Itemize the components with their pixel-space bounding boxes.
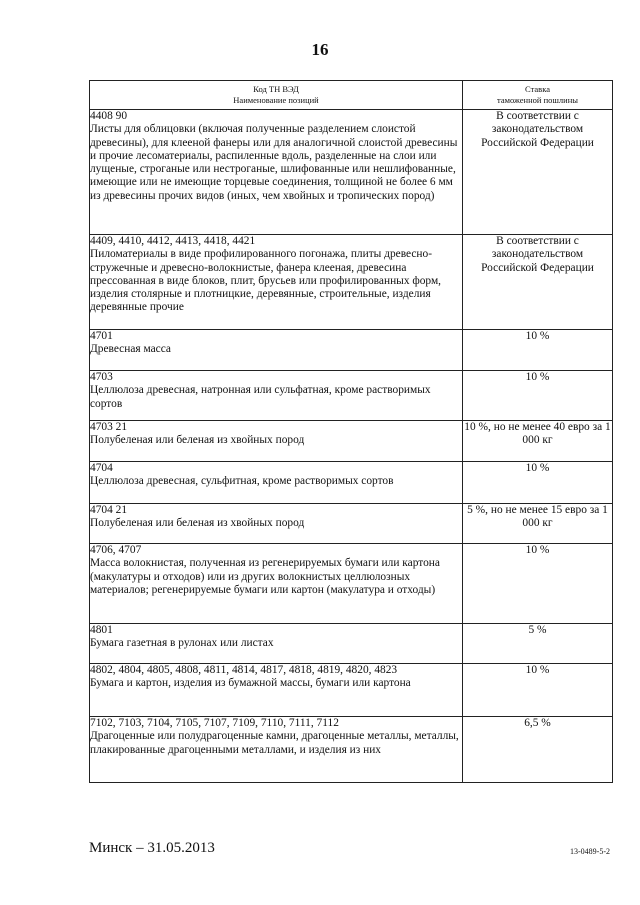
item-description: Пиломатериалы в виде профилированного погонажа, плиты древесно-стружечные и древесно-волокнистые, фанера клееная, древесина прессованная в виде блоков, плит, брусьев или профилированных форм, изделия столярные и плотницкие, деревянные, строительные, изделия деревянные прочие — [90, 248, 442, 314]
table-row — [90, 330, 613, 371]
header-rate-cell — [463, 81, 613, 110]
duty-rate: 10 %, но не менее 40 евро за 1 000 кг — [463, 421, 613, 462]
table-row — [90, 371, 613, 421]
footer-document-code: 13-0489-5-2 — [570, 847, 610, 856]
name-cell — [90, 624, 463, 664]
hs-code: 4801 — [90, 624, 113, 636]
duty-rate: 10 % — [463, 371, 613, 421]
item-description: Полубеленая или беленая из хвойных пород — [90, 434, 305, 447]
header-duty-label: таможенной пошлины — [497, 95, 578, 105]
hs-code: 4704 — [90, 462, 113, 474]
table-row — [90, 624, 613, 664]
duty-rate: 10 % — [463, 664, 613, 717]
duty-rate: 5 %, но не менее 15 евро за 1 000 кг — [463, 504, 613, 544]
table-row — [90, 504, 613, 544]
duty-rate: В соответствии с законодательством Российской Федерации — [463, 110, 613, 235]
duty-rate: 10 % — [463, 544, 613, 624]
hs-code: 4706, 4707 — [90, 544, 142, 556]
name-cell — [90, 717, 463, 783]
item-description: Полубеленая или беленая из хвойных пород — [90, 517, 305, 530]
duty-rate: 10 % — [463, 462, 613, 504]
footer-place-date: Минск – 31.05.2013 — [89, 840, 215, 856]
duty-rate: 5 % — [463, 624, 613, 664]
header-name-cell — [90, 81, 463, 110]
name-cell — [90, 330, 463, 371]
hs-code: 7102, 7103, 7104, 7105, 7107, 7109, 7110, 7111, 7112 — [90, 717, 339, 729]
header-rate-label: Ставка — [525, 84, 550, 94]
duty-rate: В соответствии с законодательством Российской Федерации — [463, 235, 613, 330]
header-code-label: Код ТН ВЭД — [253, 84, 299, 94]
item-description: Целлюлоза древесная, сульфитная, кроме растворимых сортов — [90, 475, 394, 488]
header-name-label: Наименование позиций — [233, 95, 319, 105]
hs-code: 4802, 4804, 4805, 4808, 4811, 4814, 4817, 4818, 4819, 4820, 4823 — [90, 664, 398, 676]
table-row — [90, 462, 613, 504]
name-cell — [90, 235, 463, 330]
item-description: Древесная масса — [90, 343, 171, 356]
hs-code: 4409, 4410, 4412, 4413, 4418, 4421 — [90, 235, 256, 247]
item-description: Бумага и картон, изделия из бумажной массы, бумаги или картона — [90, 677, 411, 690]
item-description: Целлюлоза древесная, натронная или сульфатная, кроме растворимых сортов — [90, 384, 431, 410]
name-cell — [90, 421, 463, 462]
table-row — [90, 544, 613, 624]
tariff-table — [89, 80, 613, 783]
hs-code: 4408 90 — [90, 110, 128, 122]
name-cell — [90, 110, 463, 235]
name-cell — [90, 504, 463, 544]
hs-code: 4703 — [90, 371, 113, 383]
duty-rate: 6,5 % — [463, 717, 613, 783]
item-description: Масса волокнистая, полученная из регенерируемых бумаги или картона (макулатуры и отходов) или из других волокнистых целлюлозных материалов; регенерируемые бумаги или картон (макулатура и отходы) — [90, 557, 440, 596]
page-number: 16 — [311, 40, 329, 59]
item-description: Листы для облицовки (включая полученные разделением слоистой древесины), для клееной фанеры или для аналогичной слоистой древесины и прочие лесоматериалы, распиленные вдоль, разделенные на слои или лущеные, строганые или нестроганые, шлифованные или нешлифованные, имеющие или не имеющие торцевые соединения, толщиной не более 6 мм из древесины прочих видов (иных, чем хвойных и тропических пород) — [90, 123, 458, 202]
name-cell — [90, 544, 463, 624]
hs-code: 4703 21 — [90, 421, 128, 433]
table-row — [90, 664, 613, 717]
table-row — [90, 110, 613, 235]
table-row — [90, 235, 613, 330]
table-header-row — [90, 81, 613, 110]
name-cell — [90, 371, 463, 421]
table-row — [90, 717, 613, 783]
table-row — [90, 421, 613, 462]
hs-code: 4701 — [90, 330, 113, 342]
item-description: Бумага газетная в рулонах или листах — [90, 637, 274, 650]
name-cell — [90, 664, 463, 717]
duty-rate: 10 % — [463, 330, 613, 371]
item-description: Драгоценные или полудрагоценные камни, драгоценные металлы, металлы, плакированные драгоценными металлами, и изделия из них — [90, 730, 459, 756]
name-cell — [90, 462, 463, 504]
hs-code: 4704 21 — [90, 504, 128, 516]
